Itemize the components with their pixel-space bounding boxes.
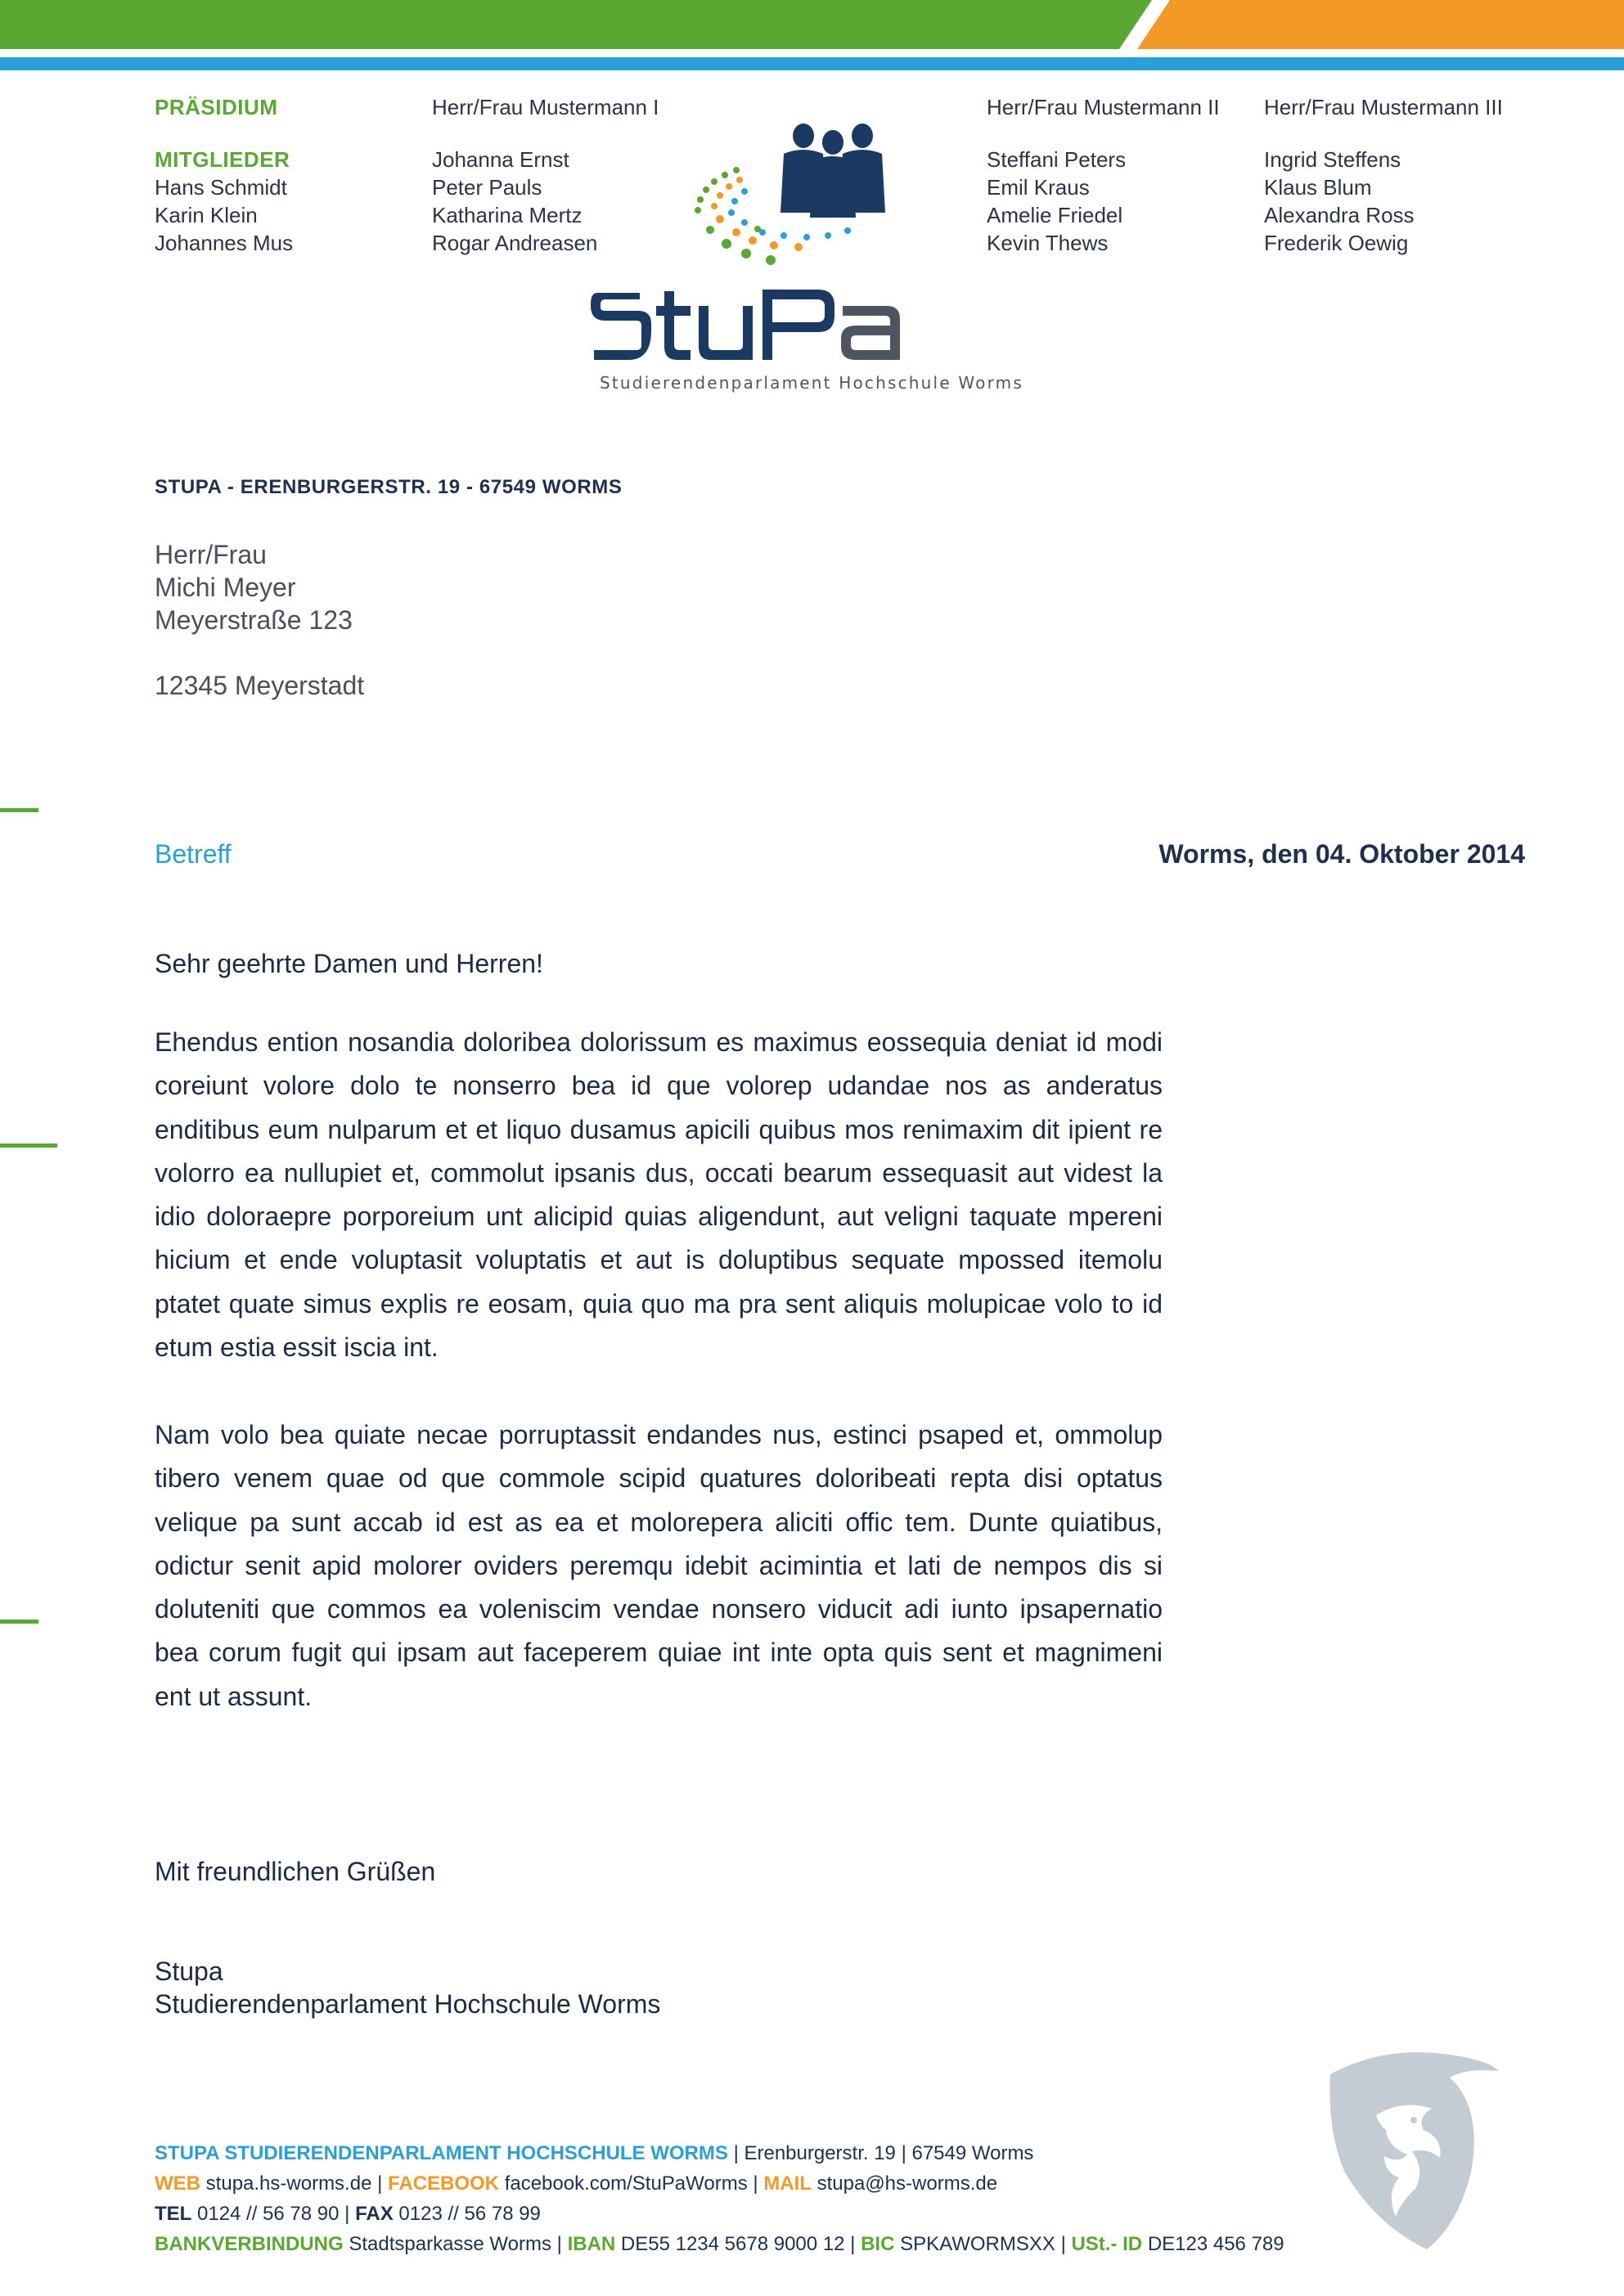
footer-address: | Erenburgerstr. 19 | 67549 Worms: [733, 2142, 1034, 2164]
footer-separator: |: [344, 2203, 350, 2225]
member-name: Johanna Ernst: [432, 147, 569, 172]
footer-ust-value: DE123 456 789: [1147, 2233, 1284, 2255]
dragon-shield-icon: [1327, 2050, 1500, 2251]
recipient-street: Meyerstraße 123: [155, 605, 353, 635]
recipient-name: Michi Meyer: [155, 573, 296, 602]
footer-bank-label: BANKVERBINDUNG: [155, 2233, 344, 2255]
member-name: Johannes Mus: [155, 231, 294, 255]
footer-separator: |: [556, 2233, 562, 2255]
top-color-band: [0, 0, 1624, 74]
header-column-mustermann-3: [1264, 93, 1503, 257]
signature-name: Stupa: [155, 1957, 223, 1986]
body-paragraph: Ehendus ention nosandia doloribea dolorissum es maximus eossequia deniat id modi coreiunt volore dolo te nonserro bea id que volorep udandae nos as anderatus enditibus eum nulparum et et liquo dusamus apicili quibus mos renimaxim dit ipient re volorro ea nullupiet et, commolut ipsanis dus, occati bearum essequasit aut videst la idio doloraepre porporeium unt alicipid quias aligendunt, aut veligni taquate mpereni hicium et ende voluptasit voluptatis et aut is doluptibus sequate mpossed itemolu ptatet quate simus explis re eosam, quia quo ma pra sent aliquis molupicae volo to id etum estia essit iscia int.: [155, 1027, 1163, 1363]
stupa-logo: [589, 121, 1047, 399]
member-name: Alexandra Ross: [1264, 203, 1415, 227]
member-name: Emil Kraus: [987, 175, 1090, 200]
signature-block: [155, 1955, 660, 2020]
footer-line-phone: [155, 2199, 1284, 2229]
member-name: Steffani Peters: [987, 147, 1127, 172]
column-head: Herr/Frau Mustermann III: [1264, 95, 1503, 119]
column-head: Herr/Frau Mustermann I: [432, 95, 659, 119]
role-label-praesidium: PRÄSIDIUM: [155, 95, 278, 119]
member-name: Klaus Blum: [1264, 175, 1372, 200]
member-name: Karin Klein: [155, 203, 258, 227]
member-name: Katharina Mertz: [432, 203, 583, 227]
member-name: Hans Schmidt: [155, 175, 287, 200]
footer-separator: |: [850, 2233, 856, 2255]
footer-facebook-label: FACEBOOK: [388, 2172, 500, 2195]
letter-date: Worms, den 04. Oktober 2014: [1158, 839, 1525, 869]
logo-subtitle: Studierendenparlament Hochschule Worms: [599, 373, 1023, 393]
footer-fax-label: FAX: [355, 2203, 394, 2225]
member-name: Ingrid Steffens: [1264, 147, 1401, 172]
subject-line: Betreff: [155, 839, 232, 869]
column-head: Herr/Frau Mustermann II: [987, 95, 1220, 119]
footer-bic-label: BIC: [861, 2233, 895, 2255]
recipient-city: 12345 Meyerstadt: [155, 671, 365, 700]
body-paragraph: Nam volo bea quiate necae porruptassit endandes nus, estinci psaped et, ommolup tibero venem quae od que commole scipid quatures doloribeati repta disi optatus velique pa sunt accab id est as ea et molorepera aliciti offic tem. Dunte quiatibus, odictur senit apid molorer oviders peremqu idebit acimintia et lati de nempos dis si doluteniti que commos ea voleniscim vendae nonsero viducit adi iunto ipsapernatio bea corum fugit qui ipsam aut faceperem quiae int inte opta quis sent et magnimeni ent ut assunt.: [155, 1420, 1163, 1711]
hole-punch-mark: [0, 1144, 57, 1148]
footer-line-org: [155, 2138, 1284, 2168]
footer-iban-value: DE55 1234 5678 9000 12: [620, 2233, 845, 2255]
fold-mark-bottom: [0, 1620, 38, 1624]
letter-footer: [155, 2138, 1284, 2259]
member-name: Amelie Friedel: [987, 203, 1123, 227]
footer-separator: |: [1060, 2233, 1066, 2255]
group-people-icon: [695, 124, 885, 265]
footer-separator: |: [377, 2172, 383, 2195]
recipient-salutation: Herr/Frau: [155, 540, 267, 569]
footer-bic-value: SPKAWORMSXX: [900, 2233, 1055, 2255]
salutation: Sehr geehrte Damen und Herren!: [155, 949, 543, 978]
member-name: Rogar Andreasen: [432, 231, 598, 255]
fold-mark-top: [0, 808, 38, 812]
footer-iban-label: IBAN: [567, 2233, 616, 2255]
footer-ust-label: USt.- ID: [1071, 2233, 1143, 2255]
footer-web-label: WEB: [155, 2172, 200, 2195]
footer-web-link[interactable]: stupa.hs-worms.de: [205, 2172, 372, 2195]
closing-line: Mit freundlichen Grüßen: [155, 1857, 436, 1886]
footer-separator: |: [753, 2172, 758, 2195]
footer-line-bank: [155, 2229, 1284, 2259]
stupa-wordmark: [591, 290, 900, 360]
footer-mail-label: MAIL: [763, 2172, 812, 2195]
role-label-mitglieder: MITGLIEDER: [155, 147, 290, 172]
member-name: Peter Pauls: [432, 175, 542, 200]
footer-tel-label: TEL: [155, 2203, 192, 2225]
footer-line-contact: [155, 2168, 1284, 2199]
footer-org-name: STUPA STUDIERENDENPARLAMENT HOCHSCHULE WORMS: [155, 2142, 728, 2164]
sender-return-address: STUPA - ERENBURGERSTR. 19 - 67549 WORMS: [155, 476, 623, 498]
member-name: Kevin Thews: [987, 231, 1109, 255]
footer-facebook-link[interactable]: facebook.com/StuPaWorms: [504, 2172, 748, 2195]
footer-tel-value: 0124 // 56 78 90: [197, 2203, 340, 2225]
header-column-praesidium: [155, 93, 293, 257]
footer-bank-value: Stadtsparkasse Worms: [349, 2233, 551, 2255]
recipient-address: [155, 538, 364, 702]
signature-organization: Studierendenparlament Hochschule Worms: [155, 1989, 661, 2019]
footer-mail-link[interactable]: stupa@hs-worms.de: [816, 2172, 998, 2195]
member-name: Frederik Oewig: [1264, 231, 1409, 255]
footer-fax-value: 0123 // 56 78 99: [398, 2203, 541, 2225]
